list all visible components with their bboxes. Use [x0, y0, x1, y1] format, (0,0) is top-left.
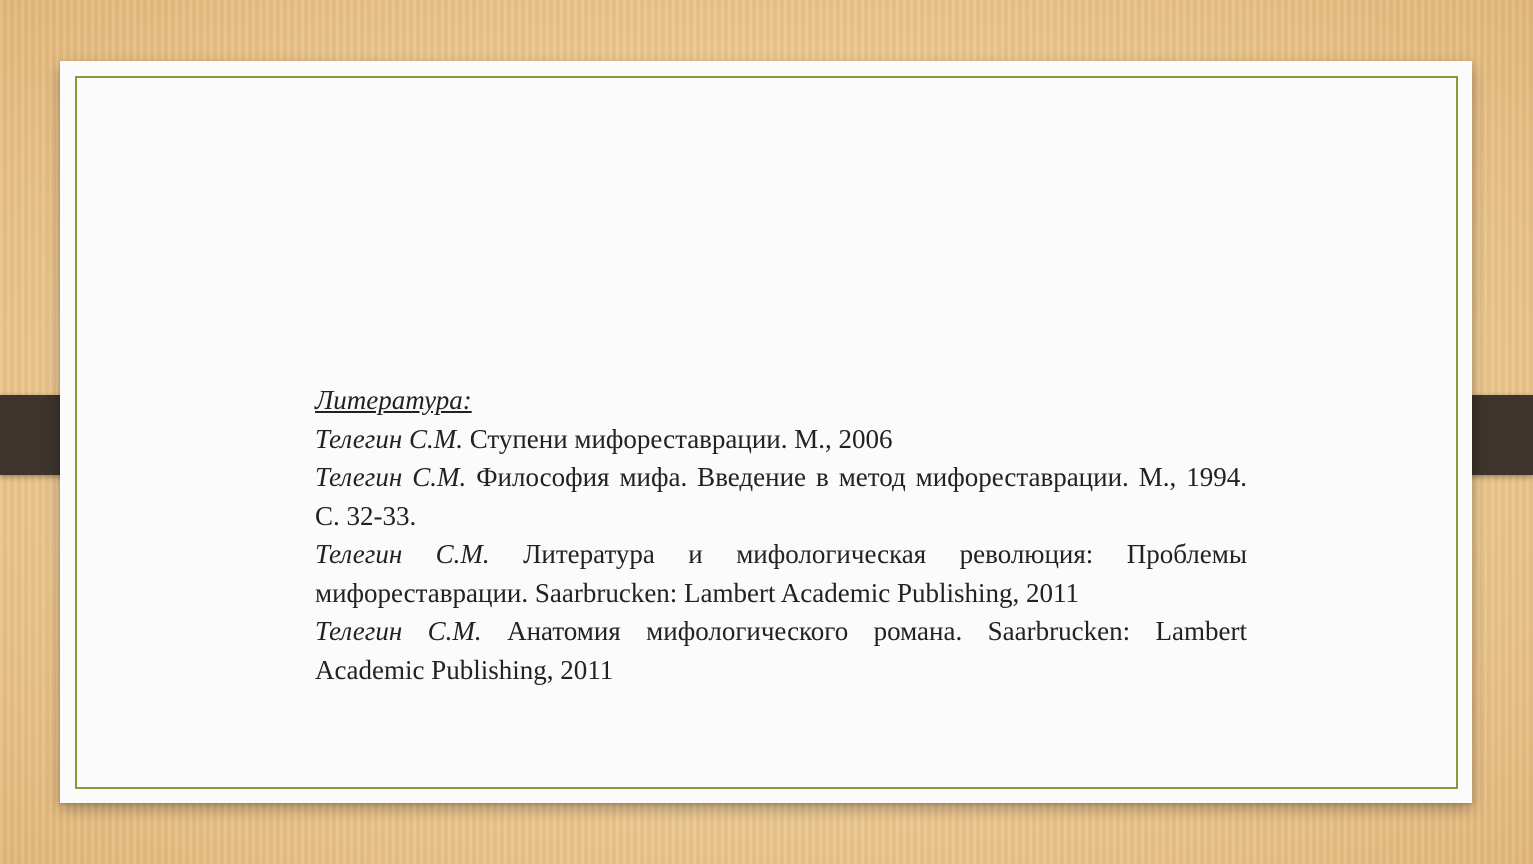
reference-item [315, 420, 1247, 459]
reference-author: Телегин С.М. [315, 462, 467, 492]
reference-text: Литература и мифологическая революция: Проблемы мифореставрации. Saarbrucken: Lambert Academic Publishing, 2011 [315, 539, 1247, 608]
reference-text: Философия мифа. Введение в метод мифореставрации. М., 1994. С. 32-33. [315, 462, 1248, 531]
reference-author: Телегин С.М. [315, 423, 463, 454]
reference-item [315, 458, 1247, 535]
references-block [315, 381, 1247, 689]
reference-text: Ступени мифореставрации. М., 2006 [469, 423, 893, 454]
references-heading: Литература: [315, 385, 472, 415]
reference-item [315, 612, 1247, 689]
reference-item [315, 535, 1247, 612]
slide-paper [60, 61, 1472, 803]
reference-text: Анатомия мифологического романа. Saarbrucken: Lambert Academic Publishing, 2011 [315, 616, 1247, 685]
reference-author: Телегин С.М. [315, 616, 482, 646]
reference-author: Телегин С.М. [315, 539, 490, 569]
